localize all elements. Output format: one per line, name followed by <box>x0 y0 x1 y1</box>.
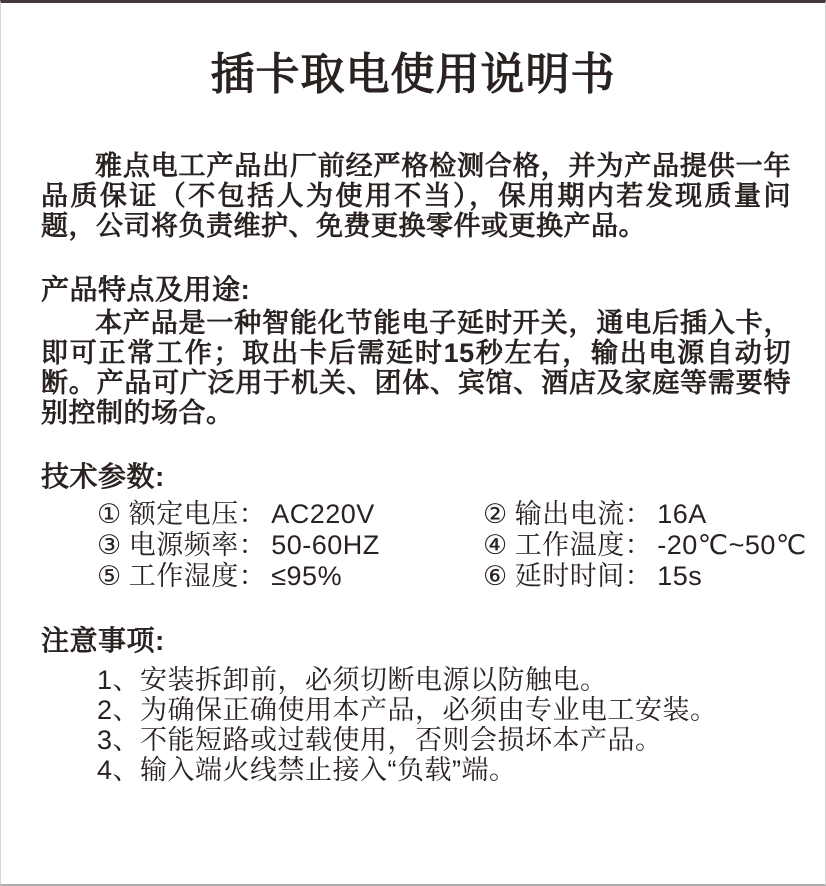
spec-item <box>97 530 483 561</box>
spec-value: 16A <box>657 499 707 529</box>
spec-label: 输出电流： <box>514 499 653 529</box>
spec-number: ⑥ <box>483 561 508 591</box>
spec-number: ⑤ <box>97 561 122 591</box>
spec-label: 额定电压： <box>128 499 267 529</box>
spec-value: -20℃~50℃ <box>657 530 807 560</box>
note-item: 3、不能短路或过载使用，否则会损坏本产品。 <box>97 725 663 755</box>
spec-value: ≤95% <box>271 561 343 591</box>
spec-value: 50-60HZ <box>271 530 380 560</box>
spec-number: ④ <box>483 530 508 560</box>
specs-section <box>41 461 807 592</box>
specs-heading: 技术参数: <box>41 461 165 492</box>
page-title: 插卡取电使用说明书 <box>210 50 616 99</box>
spec-label: 延时时间： <box>514 561 653 591</box>
features-section <box>41 275 791 428</box>
notes-section <box>41 626 791 785</box>
specs-list <box>41 499 807 592</box>
notes-list <box>41 665 791 785</box>
notes-heading: 注意事项: <box>41 625 165 656</box>
spec-value: AC220V <box>271 499 375 529</box>
warranty-paragraph: 雅点电工产品出厂前经严格检测合格，并为产品提供一年品质保证（不包括人为使用不当），保用期内若发现质量问题，公司将负责维护、免费更换零件或更换产品。 <box>41 151 791 241</box>
spec-item <box>483 561 807 592</box>
spec-label: 工作温度： <box>514 530 653 560</box>
features-paragraph: 本产品是一种智能化节能电子延时开关，通电后插入卡，即可正常工作；取出卡后需延时15秒左右，输出电源自动切断。产品可广泛用于机关、团体、宾馆、酒店及家庭等需要特别控制的场合。 <box>41 308 791 428</box>
spec-number: ① <box>97 499 122 529</box>
note-item: 2、为确保正确使用本产品，必须由专业电工安装。 <box>97 695 718 725</box>
spec-number: ② <box>483 499 508 529</box>
spec-item <box>483 530 807 561</box>
spec-label: 电源频率： <box>128 530 267 560</box>
spec-item <box>483 499 807 530</box>
spec-value: 15s <box>657 561 703 591</box>
features-heading: 产品特点及用途: <box>41 274 251 305</box>
note-item: 1、安装拆卸前，必须切断电源以防触电。 <box>97 665 608 695</box>
spec-item <box>97 561 483 592</box>
spec-number: ③ <box>97 530 122 560</box>
note-item: 4、输入端火线禁止接入“负载”端。 <box>97 755 517 785</box>
spec-item <box>97 499 483 530</box>
spec-label: 工作湿度： <box>128 561 267 591</box>
